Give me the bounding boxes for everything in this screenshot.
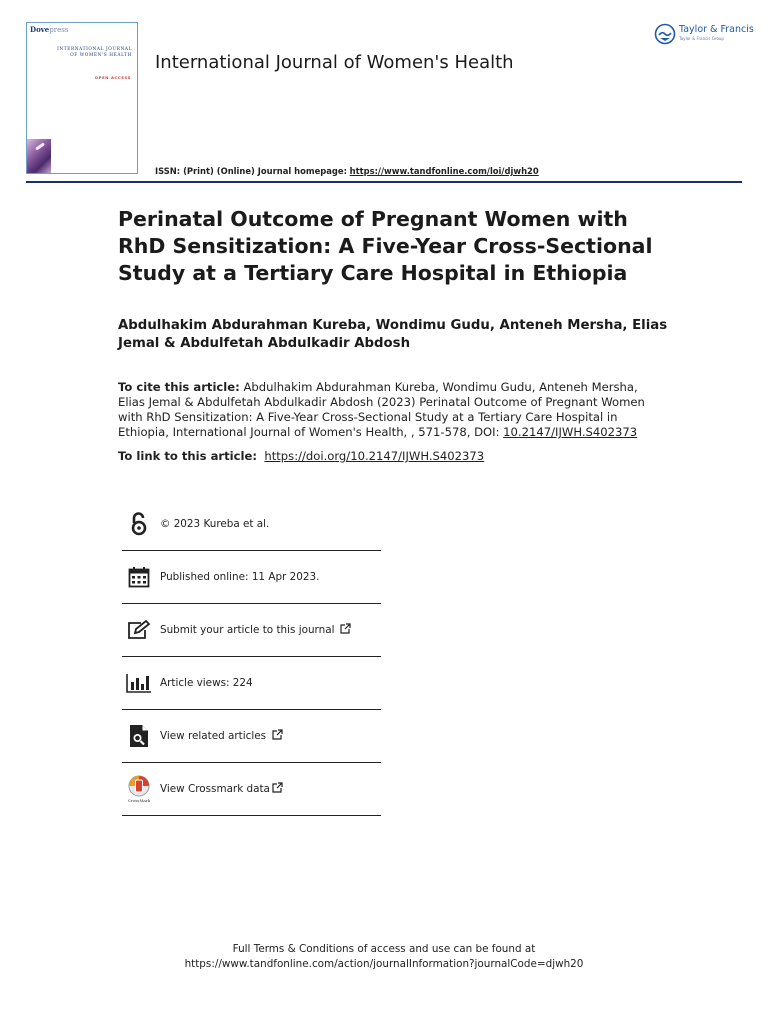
article-authors: Abdulhakim Abdurahman Kureba, Wondimu Gudu, Anteneh Mersha, Elias Jemal & Abdulfetah Abdulkadir Abdosh [118, 318, 668, 351]
doi-link[interactable]: 10.2147/IJWH.S402373 [503, 425, 638, 439]
published-date-text: Published online: 11 Apr 2023. [160, 571, 320, 583]
bar-chart-icon [126, 670, 152, 696]
submit-article-row[interactable] [122, 604, 381, 657]
license-row [122, 498, 381, 551]
cover-publisher-brand: Dovepress [30, 25, 69, 34]
external-link-icon [272, 729, 283, 743]
cover-artwork [27, 139, 51, 173]
cite-text: Abdulhakim Abdurahman Kureba, Wondimu Gudu, Anteneh Mersha, Elias Jemal & Abdulfetah Abdulkadir Abdosh (2023) Perinatal Outcome of Pregnant Women with RhD Sensitization: A Five-Year Cross-Sectional Study at a Tertiary Care Hospital in Ethiopia, International Journal of Women's Health, , 571-578, DOI: [118, 380, 645, 439]
terms-url[interactable]: https://www.tandfonline.com/action/journalInformation?journalCode=djwh20 [184, 958, 584, 970]
related-articles-row[interactable] [122, 710, 381, 763]
calendar-icon [126, 564, 152, 590]
terms-footer [0, 942, 768, 972]
article-title: Perinatal Outcome of Pregnant Women with RhD Sensitization: A Five-Year Cross-Sectional Study at a Tertiary Care Hospital in Ethiopia [118, 207, 653, 285]
external-link-icon [340, 623, 351, 637]
related-search-icon [126, 723, 152, 749]
publisher-name: Taylor & Francis [679, 24, 754, 35]
crossmark-link[interactable]: View Crossmark data [160, 783, 270, 795]
journal-title: International Journal of Women's Health [155, 52, 514, 73]
article-doi-url[interactable]: https://doi.org/10.2147/IJWH.S402373 [264, 449, 485, 463]
crossmark-icon [126, 776, 152, 802]
related-articles-link[interactable]: View related articles [160, 730, 267, 742]
crossmark-label: CrossMark [127, 798, 151, 803]
published-row [122, 551, 381, 604]
license-text: © 2023 Kureba et al. [160, 518, 270, 530]
open-access-icon [126, 511, 152, 537]
submit-article-link[interactable]: Submit your article to this journal [160, 624, 335, 636]
citation-block [118, 380, 658, 440]
taylor-francis-icon [654, 23, 676, 45]
external-link-icon [272, 782, 283, 796]
cover-open-access-label: OPEN ACCESS [94, 75, 131, 80]
issn-label: ISSN: (Print) (Online) Journal homepage: [155, 166, 347, 176]
journal-homepage-link[interactable]: https://www.tandfonline.com/loi/djwh20 [349, 166, 539, 176]
issn-line [155, 166, 539, 176]
cover-journal-title: INTERNATIONAL JOURNAL OF WOMEN'S HEALTH [57, 47, 132, 58]
article-views-row [122, 657, 381, 710]
article-views-text: Article views: 224 [160, 677, 253, 689]
header-divider [26, 181, 742, 183]
publisher-group: Taylor & Francis Group [679, 36, 724, 41]
journal-cover-thumbnail [26, 22, 138, 174]
article-info-list [122, 498, 381, 816]
terms-line: Full Terms & Conditions of access and use can be found at [232, 943, 536, 955]
submit-edit-icon [126, 617, 152, 643]
article-link-line [118, 449, 484, 463]
cite-label: To cite this article: [118, 380, 240, 394]
publisher-logo[interactable] [654, 23, 754, 45]
crossmark-row[interactable] [122, 763, 381, 816]
link-label: To link to this article: [118, 449, 257, 463]
